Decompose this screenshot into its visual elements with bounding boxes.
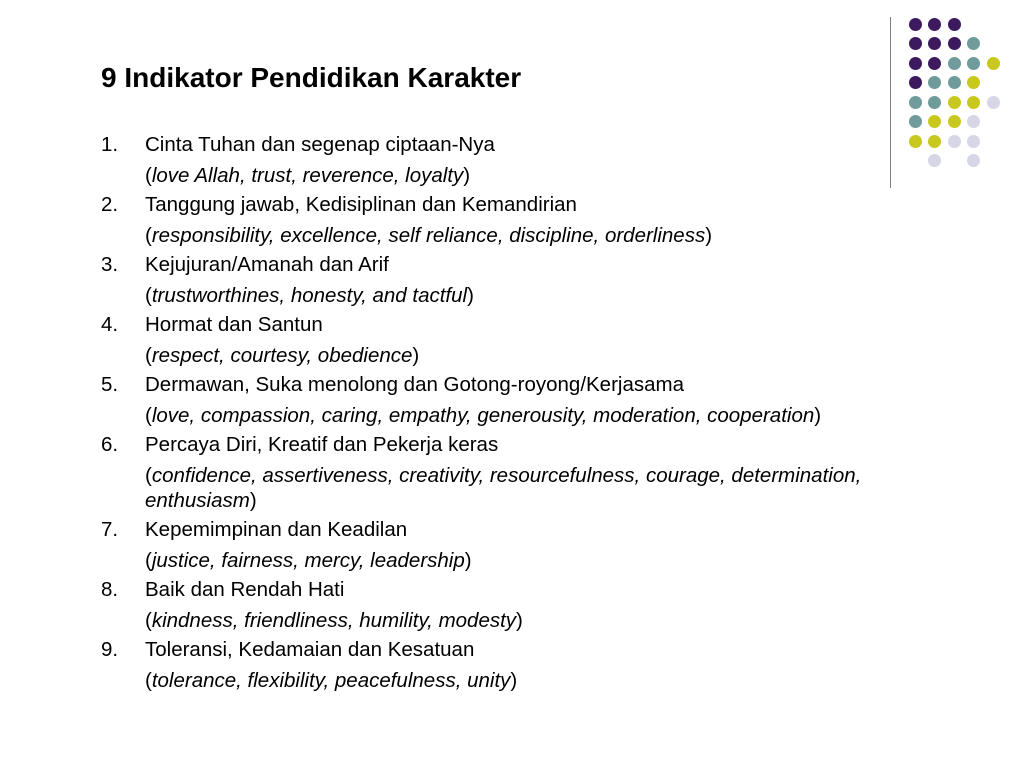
indicator-number: 5. xyxy=(101,373,119,396)
indicator-values-text: trustworthines, honesty, and tactful xyxy=(151,283,468,307)
close-paren: ) xyxy=(412,343,420,367)
dot-lavender xyxy=(967,135,980,148)
indicator-values-text: tolerance, flexibility, peacefulness, unity xyxy=(151,668,511,692)
indicator-row xyxy=(101,515,881,545)
dot-lime xyxy=(967,76,980,89)
dot-lavender xyxy=(928,154,941,167)
indicator-title: Tanggung jawab, Kedisiplinan dan Kemandirian xyxy=(145,193,577,216)
indicator-title: Kepemimpinan dan Keadilan xyxy=(145,518,408,541)
indicator-row xyxy=(101,190,881,220)
open-paren: ( xyxy=(145,283,152,307)
indicator-values-text: justice, fairness, mercy, leadership xyxy=(151,548,465,572)
close-paren: ) xyxy=(516,608,523,632)
dot-lavender xyxy=(967,154,980,167)
list-item xyxy=(101,430,881,515)
indicator-title: Kejujuran/Amanah dan Arif xyxy=(145,253,389,276)
open-paren: ( xyxy=(145,403,152,427)
open-paren: ( xyxy=(145,343,152,367)
list-item xyxy=(101,250,881,310)
indicator-list xyxy=(101,130,881,695)
list-item xyxy=(101,310,881,370)
indicator-values xyxy=(101,160,881,190)
open-paren: ( xyxy=(145,463,152,487)
indicator-values-text: respect, courtesy, obedience xyxy=(151,343,413,367)
close-paren: ) xyxy=(467,283,474,307)
indicator-number: 3. xyxy=(101,253,119,276)
dot-lime xyxy=(909,135,922,148)
indicator-values-text: confidence, assertiveness, creativity, resourcefulness, courage, determination, enthusiasm xyxy=(145,463,862,512)
close-paren: ) xyxy=(705,223,713,247)
indicator-row xyxy=(101,635,881,665)
indicator-values xyxy=(101,665,881,695)
slide-title: 9 Indikator Pendidikan Karakter xyxy=(101,62,522,93)
indicator-values xyxy=(101,400,881,430)
list-item xyxy=(101,370,881,430)
dot-teal xyxy=(948,57,961,70)
dot-teal xyxy=(948,76,961,89)
indicator-title: Dermawan, Suka menolong dan Gotong-royong/Kerjasama xyxy=(145,373,684,396)
dot-purple xyxy=(909,57,922,70)
dot-purple xyxy=(948,18,961,31)
dot-purple xyxy=(909,76,922,89)
dot-purple xyxy=(928,57,941,70)
dot-purple xyxy=(948,37,961,50)
list-item xyxy=(101,190,881,250)
open-paren: ( xyxy=(145,163,152,187)
dot-lime xyxy=(967,96,980,109)
close-paren: ) xyxy=(464,548,472,572)
close-paren: ) xyxy=(814,403,822,427)
indicator-row xyxy=(101,310,881,340)
open-paren: ( xyxy=(145,548,152,572)
dot-lime xyxy=(948,96,961,109)
close-paren: ) xyxy=(249,488,257,512)
dot-teal xyxy=(928,76,941,89)
dot-teal xyxy=(967,37,980,50)
dot-teal xyxy=(928,96,941,109)
list-item xyxy=(101,575,881,635)
indicator-row xyxy=(101,250,881,280)
close-paren: ) xyxy=(510,668,518,692)
dot-lavender xyxy=(987,96,1000,109)
dot-purple xyxy=(909,37,922,50)
indicator-values xyxy=(101,545,881,575)
dot-lime xyxy=(948,115,961,128)
indicator-number: 7. xyxy=(101,518,119,541)
dot-lime xyxy=(987,57,1000,70)
close-paren: ) xyxy=(463,163,471,187)
indicator-title: Cinta Tuhan dan segenap ciptaan-Nya xyxy=(145,133,495,156)
indicator-row xyxy=(101,130,881,160)
indicator-number: 6. xyxy=(101,433,119,456)
dot-purple xyxy=(928,18,941,31)
indicator-values xyxy=(101,220,881,250)
dot-teal xyxy=(909,96,922,109)
indicator-title: Percaya Diri, Kreatif dan Pekerja keras xyxy=(145,433,499,456)
indicator-values-text: kindness, friendliness, humility, modesty xyxy=(151,608,517,632)
vertical-divider xyxy=(890,17,891,188)
indicator-row xyxy=(101,430,881,460)
indicator-values xyxy=(101,460,881,515)
dot-purple xyxy=(928,37,941,50)
open-paren: ( xyxy=(145,608,152,632)
dot-teal xyxy=(967,57,980,70)
indicator-values xyxy=(101,605,881,635)
dot-lavender xyxy=(948,135,961,148)
indicator-title: Baik dan Rendah Hati xyxy=(145,578,345,601)
list-item xyxy=(101,515,881,575)
indicator-values-text: love Allah, trust, reverence, loyalty xyxy=(151,163,464,187)
indicator-values-text: love, compassion, caring, empathy, generousity, moderation, cooperation xyxy=(151,403,815,427)
dot-lavender xyxy=(967,115,980,128)
indicator-number: 4. xyxy=(101,313,119,336)
list-item xyxy=(101,130,881,190)
indicator-number: 8. xyxy=(101,578,119,601)
indicator-number: 1. xyxy=(101,133,119,156)
indicator-values xyxy=(101,340,881,370)
open-paren: ( xyxy=(145,223,152,247)
indicator-title: Toleransi, Kedamaian dan Kesatuan xyxy=(145,638,475,661)
indicator-number: 2. xyxy=(101,193,119,216)
dot-lime xyxy=(928,135,941,148)
indicator-row xyxy=(101,370,881,400)
dot-teal xyxy=(909,115,922,128)
indicator-number: 9. xyxy=(101,638,119,661)
indicator-values-text: responsibility, excellence, self reliance, discipline, orderliness xyxy=(151,223,706,247)
open-paren: ( xyxy=(145,668,152,692)
list-item xyxy=(101,635,881,695)
indicator-row xyxy=(101,575,881,605)
indicator-title: Hormat dan Santun xyxy=(145,313,323,336)
dot-purple xyxy=(909,18,922,31)
indicator-values xyxy=(101,280,881,310)
dot-lime xyxy=(928,115,941,128)
